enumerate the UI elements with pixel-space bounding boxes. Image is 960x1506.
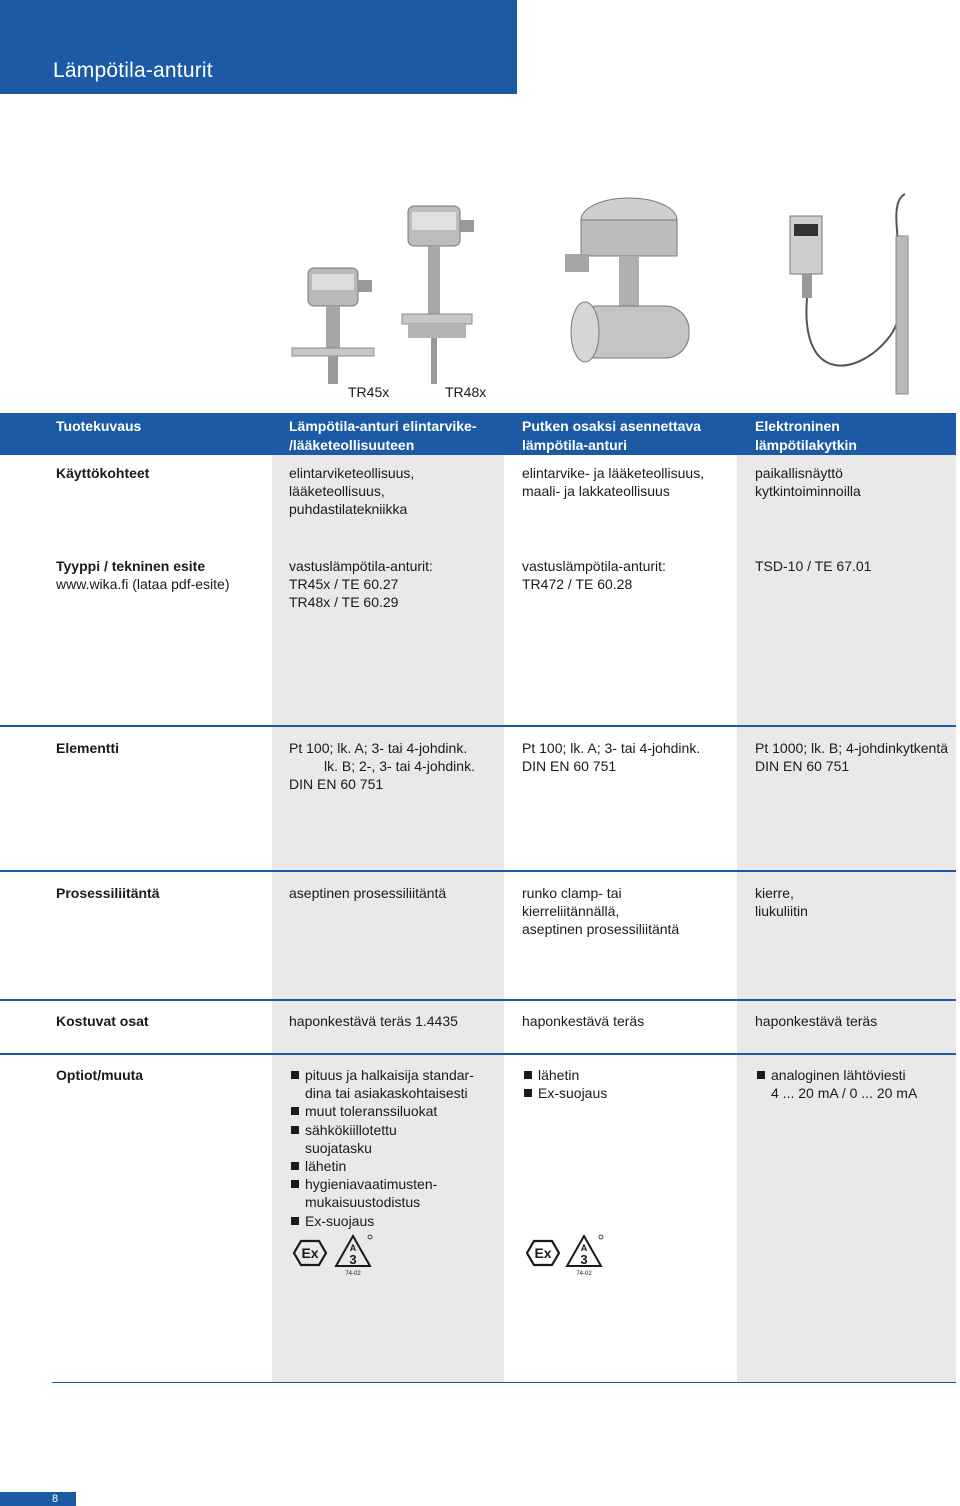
list-item: lähetin (522, 1066, 607, 1084)
cell: vastuslämpötila-anturit: TR472 / TE 60.28 (522, 558, 666, 593)
3a-sanitary-mark-icon (564, 1234, 604, 1276)
cell: vastuslämpötila-anturit: TR45x / TE 60.27 TR48x / TE 60.29 (289, 558, 433, 611)
caption-tr48x: TR48x (445, 384, 487, 400)
header-col-1: Lämpötila-anturi elintarvike- /lääketeollisuuteen (289, 418, 477, 453)
row-divider (0, 1053, 956, 1055)
3a-sanitary-mark-icon (333, 1234, 373, 1276)
options-list-col2 (522, 1066, 607, 1102)
table-bottom-line (52, 1382, 956, 1383)
3a-mark-number: 3 (349, 1252, 357, 1267)
ex-mark-label: Ex (301, 1245, 319, 1261)
cell: aseptinen prosessiliitäntä (289, 885, 447, 901)
row-label-optiot: Optiot/muuta (56, 1067, 144, 1083)
row-label-tyyppi: Tyyppi / tekninen esite (56, 558, 206, 574)
page-number: 8 (52, 1493, 59, 1505)
options-list-col1 (289, 1066, 474, 1230)
list-item: pituus ja halkaisija standar- dina tai asiakaskohtaisesti (289, 1066, 474, 1102)
row-divider (0, 870, 956, 872)
cell: TSD-10 / TE 67.01 (755, 558, 872, 574)
list-item: lähetin (289, 1157, 474, 1175)
table-header (0, 413, 956, 455)
row-label-prosessiliitanta: Prosessiliitäntä (56, 885, 160, 901)
header-col-2: Putken osaksi asennettava lämpötila-anturi (522, 418, 701, 453)
3a-mark-code: 74-02 (345, 1271, 361, 1277)
cell: kierre, liukuliitin (755, 885, 808, 920)
cell: Pt 100; lk. A; 3- tai 4-johdink. lk. B; 2-, 3- tai 4-johdink. DIN EN 60 751 (289, 740, 475, 793)
tsd10-switch-photo (780, 186, 920, 400)
3a-mark-number: 3 (580, 1252, 588, 1267)
3a-mark-letter: A (349, 1243, 357, 1253)
cell: runko clamp- tai kierreliitännällä, aseptinen prosessiliitäntä (522, 885, 680, 938)
tr472-sensor-photo (555, 188, 695, 384)
header-col-3: Elektroninen lämpötilakytkin (755, 418, 857, 453)
cell: haponkestävä teräs (755, 1013, 878, 1029)
ex-mark-icon (526, 1240, 560, 1266)
cell: elintarviketeollisuus, lääketeollisuus, puhdastilatekniikka (289, 465, 415, 518)
list-item: analoginen lähtöviesti 4 ... 20 mA / 0 ... 20 mA (755, 1066, 917, 1102)
options-list-col3 (755, 1066, 917, 1102)
cell: paikallisnäyttö kytkintoiminnoilla (755, 465, 861, 500)
caption-tr45x: TR45x (348, 384, 390, 400)
cell: Pt 100; lk. A; 3- tai 4-johdink. DIN EN 60 751 (522, 740, 701, 775)
list-item: Ex-suojaus (522, 1084, 607, 1102)
cell: Pt 1000; lk. B; 4-johdinkytkentä DIN EN 60 751 (755, 740, 948, 775)
cell: haponkestävä teräs (522, 1013, 645, 1029)
row-divider (0, 999, 956, 1001)
list-item: muut toleranssiluokat (289, 1102, 474, 1120)
tr45x-sensor-photo (288, 262, 380, 384)
3a-mark-code: 74-02 (576, 1271, 592, 1277)
row-divider (0, 725, 956, 727)
header-label: Tuotekuvaus (56, 418, 142, 434)
list-item: sähkökiillotettu suojatasku (289, 1121, 474, 1157)
3a-mark-letter: A (580, 1243, 588, 1253)
cell: elintarvike- ja lääketeollisuus, maali- ja lakkateollisuus (522, 465, 705, 500)
row-label-elementti: Elementti (56, 740, 120, 756)
row-sublabel-link[interactable]: www.wika.fi (lataa pdf-esite) (56, 576, 230, 592)
page-number-tab (0, 1492, 76, 1506)
row-label-kayttokohteet: Käyttökohteet (56, 465, 150, 481)
cell: haponkestävä teräs 1.4435 (289, 1013, 458, 1029)
list-item: hygieniavaatimusten- mukaisuustodistus (289, 1175, 474, 1211)
row-label-kostuvat-osat: Kostuvat osat (56, 1013, 149, 1029)
ex-mark-label: Ex (534, 1245, 552, 1261)
ex-mark-icon (293, 1240, 327, 1266)
page-title: Lämpötila-anturit (53, 59, 213, 82)
list-item: Ex-suojaus (289, 1212, 474, 1230)
tr48x-sensor-photo (398, 202, 482, 384)
